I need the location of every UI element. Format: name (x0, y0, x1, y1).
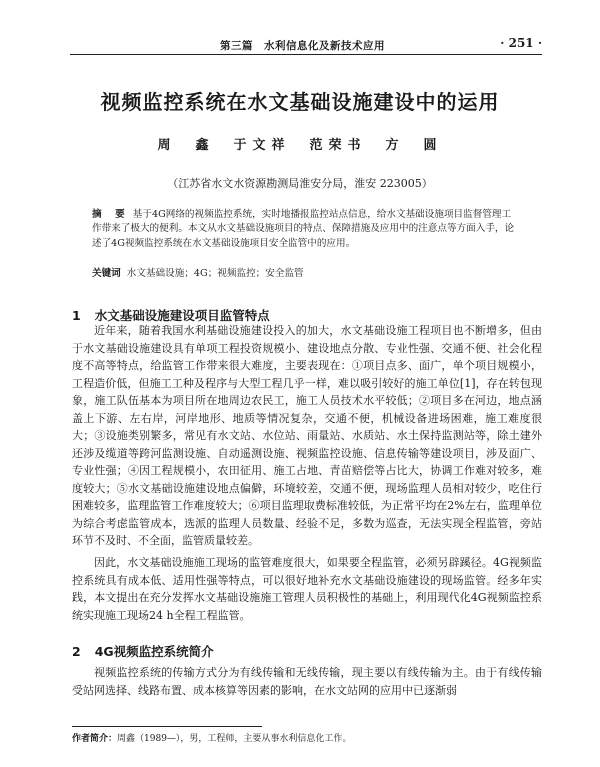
body-paragraph: 近年来，随着我国水利基础设施建设投入的加大，水文基础设施工程项目也不断增多，但由于水文基础设施建设具有单项工程投资规模小、建设地点分散、专业性强、交通不便、社会化程度不高等特点，给监管工作带来很大难度，主要表现在：①项目点多、面广，单个项目规模小，工程造价低，但施工工种及程序与大型工程几乎一样，难以吸引较好的施工单位[1]，存在转包现象，施工队伍基本为项目所在地周边农民工，施工人员技术水平较低；②项目多在河边，地点涵盖上下游、左右岸，河岸地形、地质等情况复杂，交通不便，机械设备进场困难，施工难度很大；③设施类别繁多，常见有水文站、水位站、雨量站、水质站、水土保持监测站等，除土建外还涉及缆道等跨河监测设施、自动遥测设施、视频监控设施、信息传输等建设项目，涉及面广、专业性强；④因工程规模小，农田征用、施工占地、青苗赔偿等占比大，协调工作难对较多，难度较大；⑤水文基础设施建设地点偏僻，环境较差，交通不便，现场监理人员相对较少，吃住行困难较多，监理监管工作难度较大；⑥项目监理取费标准较低，为正常平均在2%左右，监理单位为综合考虑监管成本，选派的监理人员数量、经验不足，多数为巡查，无法实现全程监管，旁站环节不及时、不全面，监管质量较差。 (72, 324, 542, 547)
section-number: 2 (72, 644, 81, 659)
keywords-text: 水文基础设施；4G；视频监控；安全监管 (126, 268, 304, 279)
section-heading (72, 642, 214, 660)
paper-title: 视频监控系统在水文基础设施建设中的运用 (100, 90, 500, 114)
section-title: 水文基础设施建设项目监管特点 (94, 308, 270, 323)
abstract-label: 摘 要 (92, 209, 127, 220)
running-header-title: 第三篇 水利信息化及新技术应用 (220, 40, 385, 52)
footnote-label: 作者简介： (72, 734, 118, 744)
running-header (70, 36, 542, 55)
footnote-divider (72, 726, 262, 727)
section-number: 1 (72, 308, 81, 323)
body-paragraph: 因此，水文基础设施施工现场的监管难度很大，如果要全程监管，必须另辟蹊径。4G视频监控系统具有成本低、适用性强等特点，可以很好地补充水文基础设施建设的现场监管。经多年实践，本文提出在充分发挥水文基础设施施工管理人员积极性的基础上，利用现代化4G视频监控系统实现施工现场24 h全程工程监管。 (72, 556, 542, 622)
abstract (92, 208, 520, 251)
section-title: 4G视频监控系统简介 (94, 644, 214, 659)
abstract-text: 基于4G网络的视频监控系统，实时地播报监控站点信息，给水文基础设施项目监督管理工作带来了极大的便利。本文从水文基础设施项目的特点、保障措施及应用中的注意点等方面入手，论述了4G视频监控系统在水文基础设施项目安全监管中的应用。 (92, 209, 515, 249)
keywords (92, 267, 520, 281)
footnote-text: 周鑫（1989—），男，工程师，主要从事水利信息化工作。 (117, 734, 352, 744)
author-footnote (72, 731, 542, 744)
body-paragraph: 视频监控系统的传输方式分为有线传输和无线传输，现主要以有线传输为主。由于有线传输受站网选择、线路布置、成本核算等因素的影响，在水文站网的应用中已逐渐弱 (72, 666, 542, 697)
keywords-label: 关键词 (92, 268, 121, 279)
affiliation: （江苏省水文水资源勘测局淮安分局，淮安 223005） (167, 177, 433, 190)
page-number: · 251 · (500, 36, 542, 50)
author-list: 周 鑫 于文祥 范荣书 方 圆 (157, 138, 443, 153)
